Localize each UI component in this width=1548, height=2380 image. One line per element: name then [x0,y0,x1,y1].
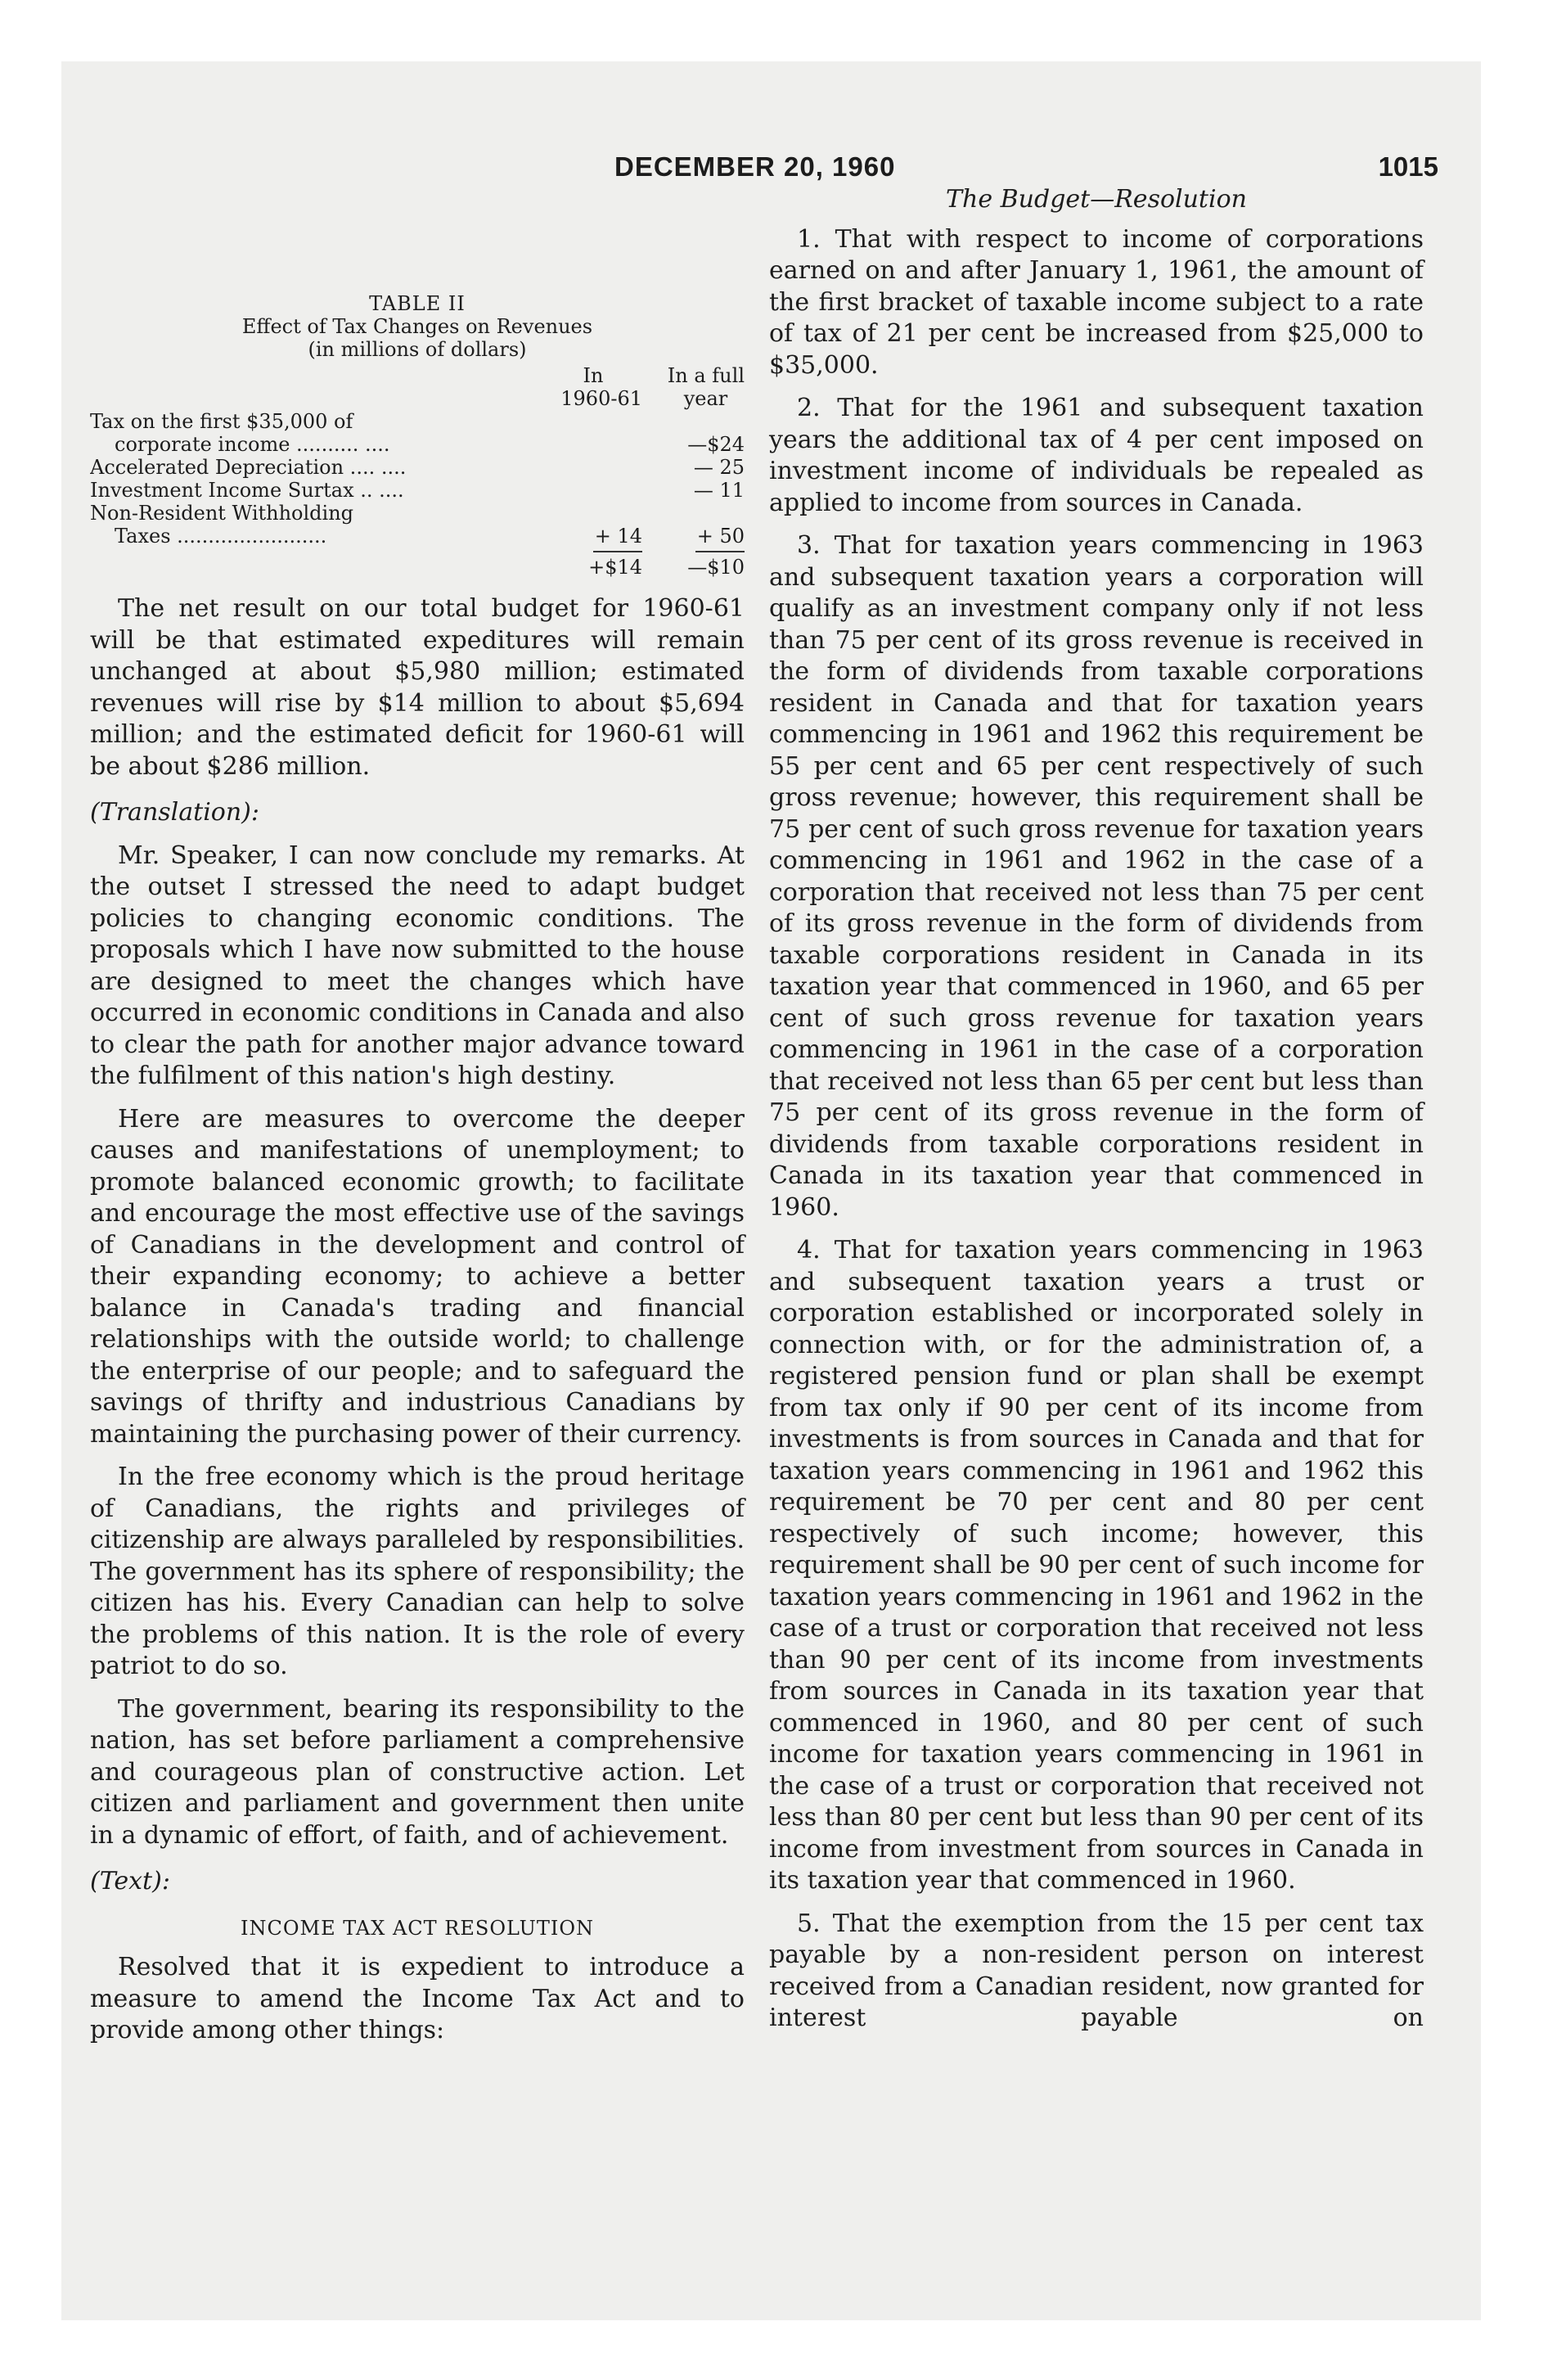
resolution-item: 4. That for taxation years commencing in 1963 and subsequent taxation years a trust or corporation established or incorporated solely in connection with, or for the administration of, a registered pension fund or plan shall be exempt from tax only if 90 per cent of its income from investments is from sources in Canada and that for taxation years commencing in 1961 and 1962 this requirement be 70 per cent and 80 per cent respectively of such income; however, this requirement shall be 90 per cent of such income for taxation years commencing in 1961 and 1962 in the case of a trust or corporation that received not less than 90 per cent of its income from investments from sources in Canada in its taxation year that commenced in 1960, and 80 per cent of such income for taxation years commencing in 1961 in the case of a trust or corporation that received not less than 80 per cent but less than 90 per cent of its income from investment from sources in Canada in its taxation year that commenced in 1960. [769,1236,1424,1895]
paragraph: Mr. Speaker, I can now conclude my remarks. At the outset I stressed the need to adapt budget policies to changing economic conditions. The proposals which I have now submitted to the house are designed to meet the changes which have occurred in economic conditions in Canada and also to clear the path for another major advance toward the fulfilment of this nation's high destiny. [90,841,745,1090]
table-row [90,410,745,433]
table-header-row [90,364,745,410]
page-number: 1015 [1378,151,1438,182]
translation-label: (Translation): [90,798,259,827]
table-cell [642,502,745,525]
resolution-item: 3. That for taxation years commencing in 1963 and subsequent taxation years a corporation will qualify as an investment company only if not less than 75 per cent of its gross revenue is received in the form of dividends from taxable corporations resident in Canada and that for taxation years commencing in 1961 and 1962 this requirement be 55 per cent and 65 per cent respectively of such gross revenue; however, this requirement shall be 75 per cent of such gross revenue for taxation years commencing in 1961 and 1962 in the case of a corporation that received not less than 75 per cent of its gross revenue in the form of dividends from taxable corporations resident in Canada in its taxation year that commenced in 1960, and 65 per cent of such gross revenue for taxation years commencing in 1961 in the case of a corporation that received not less than 65 per cent but less than 75 per cent of its gross revenue in the form of dividends from taxable corporations resident in Canada in its taxation year that commenced in 1960. [769,531,1424,1222]
col1-header-line1: In [583,364,604,387]
table-cell [544,410,642,433]
page [61,61,1481,2320]
paragraph: Resolved that it is expedient to introduce a measure to amend the Income Tax Act and to provide among other things: [90,1953,745,2044]
table-row [90,525,745,548]
table-row-label: corporate income .......... .... [115,433,390,456]
table-total-rule [90,548,745,556]
table-cell: — 25 [693,456,745,479]
table-cell [544,433,642,456]
resolution-item: 2. That for the 1961 and subsequent taxation years the additional tax of 4 per cent imposed on investment income of individuals be repealed as applied to income from sources in Canada. [769,394,1424,517]
table-col1-header [544,364,642,410]
table-row-label: Investment Income Surtax .. .... [90,479,404,502]
table-cell [544,479,642,502]
text-label: (Text): [90,1867,170,1895]
resolution-item: 5. That the exemption from the 15 per cent tax payable by a non-resident person on interest received from a Canadian resident, now granted for interest payable on [769,1909,1424,2032]
col2-header-line1: In a full [667,364,745,387]
table-row-label: Taxes ........................ [115,525,327,548]
col1-header-line2: 1960-61 [560,387,642,410]
table-total-cell: +$14 [588,556,642,579]
table-row [90,433,745,456]
table-cell: — 11 [693,479,745,502]
col2-header-line2: year [683,387,728,410]
table-row [90,456,745,479]
table-cell: + 14 [594,525,642,548]
table-total-cell: —$10 [687,556,745,579]
left-column [90,292,745,2058]
table-units: (in millions of dollars) [308,338,527,361]
table-row [90,479,745,502]
running-heading: The Budget—Resolution [946,185,1247,214]
table-row [90,502,745,525]
revenue-table [90,292,745,579]
header-date: DECEMBER 20, 1960 [614,151,896,182]
table-subtitle: Effect of Tax Changes on Revenues [241,315,593,338]
total-rule-line [695,551,745,552]
paragraph: Here are measures to overcome the deeper causes and manifestations of unemployment; to promote balanced economic growth; to facilitate and encourage the most effective use of the savings of Canadians in the development and control of their expanding economy; to achieve a better balance in Canada's trading and financial relationships with the outside world; to challenge the enterprise of our people; and to safeguard the savings of thrifty and industrious Canadians by maintaining the purchasing power of their currency. [90,1104,745,1449]
table-row-label: Non-Resident Withholding [90,502,354,525]
paragraph: The government, bearing its responsibility to the nation, has set before parliament a comprehensive and courageous plan of constructive action. Let citizen and parliament and government then unite in a dynamic of effort, of faith, and of achievement. [90,1694,745,1850]
paragraph: In the free economy which is the proud heritage of Canadians, the rights and privileges of citizenship are always paralleled by responsibilities. The government has its sphere of responsibility; the citizen has his. Every Canadian can help to solve the problems of this nation. It is the role of every patriot to do so. [90,1463,745,1680]
table-cell [642,410,745,433]
table-row-label: Accelerated Depreciation .... .... [90,456,407,479]
total-rule-line [593,551,642,552]
paragraph: The net result on our total budget for 1960-61 will be that estimated expeditures will remain unchanged at about $5,980 million; estimated revenues will rise by $14 million to about $5,694 million; and the estimated deficit for 1960-61 will be about $286 million. [90,594,745,781]
table-total-row [90,556,745,579]
table-row-label: Tax on the first $35,000 of [90,410,353,433]
table-cell: + 50 [696,525,745,548]
table-col2-header [642,364,745,410]
table-title: TABLE II [369,292,466,315]
resolution-heading: INCOME TAX ACT RESOLUTION [240,1916,595,1940]
table-cell: —$24 [687,433,745,456]
right-column [769,184,1424,2046]
table-cell [544,456,642,479]
table-cell [544,502,642,525]
resolution-item: 1. That with respect to income of corporations earned on and after January 1, 1961, the amount of the first bracket of taxable income subject to a rate of tax of 21 per cent be increased from $25,000 to $35,000. [769,224,1424,380]
